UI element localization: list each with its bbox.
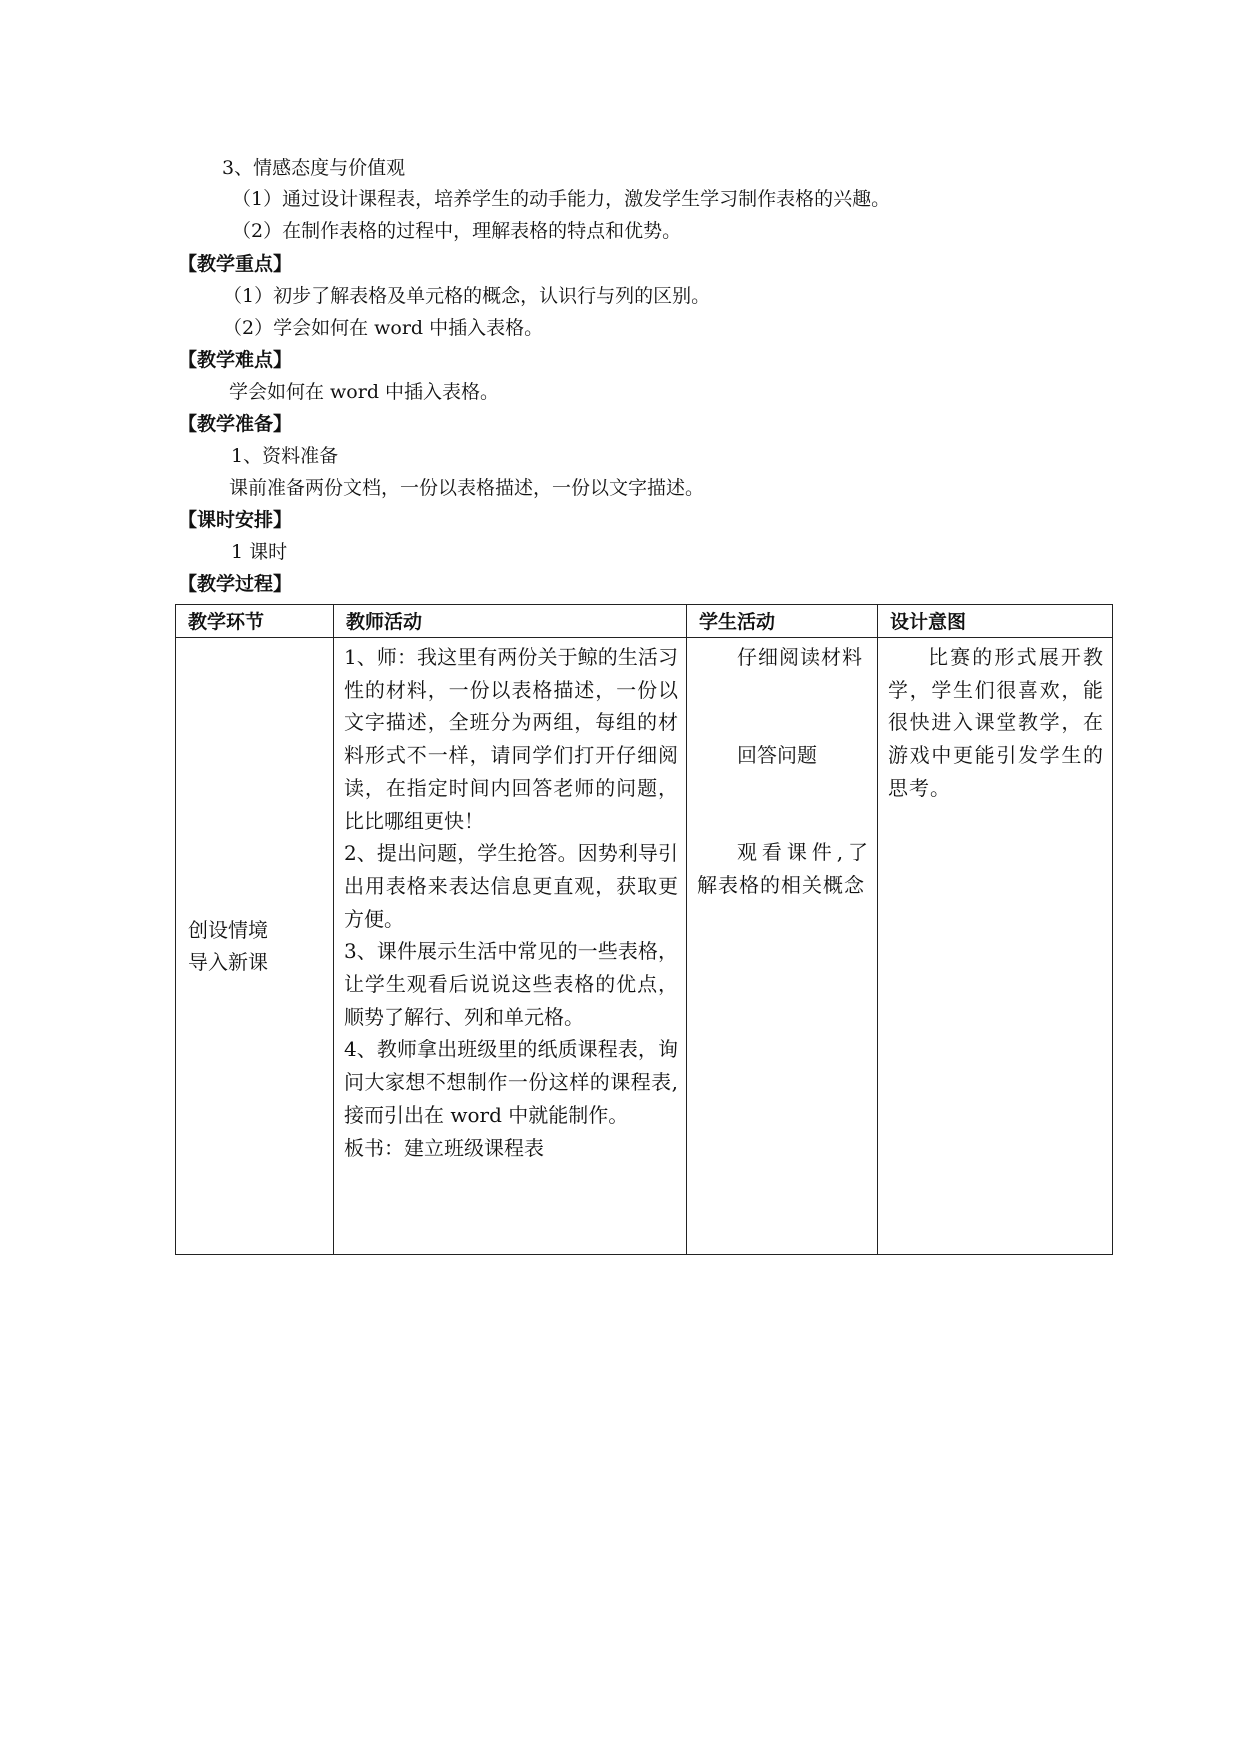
student-activity-3: 观看课件,了解表格的相关概念 <box>697 840 869 898</box>
stage-line-1: 创设情境 <box>188 918 268 942</box>
section-3-item-2: （2）在制作表格的过程中，理解表格的特点和优势。 <box>232 220 682 242</box>
teacher-activity-cell <box>334 638 687 1255</box>
heading-key-points: 【教学重点】 <box>178 253 293 275</box>
student-activity-2: 回答问题 <box>737 742 817 767</box>
section-3-item-1: （1）通过设计课程表，培养学生的动手能力，激发学生学习制作表格的兴趣。 <box>232 188 891 210</box>
key-point-2: （2）学会如何在 word 中插入表格。 <box>223 317 544 339</box>
header-student-activity: 学生活动 <box>687 605 878 638</box>
design-intent-cell <box>878 638 1113 1255</box>
student-activity-cell <box>687 638 878 1255</box>
table-header-row <box>176 605 1113 638</box>
section-3-title: 3、情感态度与价值观 <box>222 157 406 179</box>
header-stage: 教学环节 <box>176 605 334 638</box>
header-teacher-activity: 教师活动 <box>334 605 687 638</box>
teacher-step-2: 2、提出问题，学生抢答。因势利导引出用表格来表达信息更直观，获取更方便。 <box>344 841 678 931</box>
student-activity-1: 仔细阅读材料 <box>737 645 863 669</box>
heading-preparation: 【教学准备】 <box>178 413 293 435</box>
teacher-board-note: 板书：建立班级课程表 <box>344 1135 544 1160</box>
header-design-intent: 设计意图 <box>878 605 1113 638</box>
teacher-step-1: 1、师：我这里有两份关于鲸的生活习性的材料，一份以表格描述，一份以文字描述，全班分为两组，每组的材料形式不一样，请同学们打开仔细阅读，在指定时间内回答老师的问题，比比哪组更快！ <box>344 645 678 833</box>
design-intent-text: 比赛的形式展开教学，学生们很喜欢，能很快进入课堂教学，在游戏中更能引发学生的思考。 <box>888 645 1104 800</box>
teacher-step-4: 4、教师拿出班级里的纸质课程表，询问大家想不想制作一份这样的课程表,接而引出在 word 中就能制作。 <box>344 1037 678 1127</box>
heading-process: 【教学过程】 <box>178 573 293 595</box>
heading-difficulties: 【教学难点】 <box>178 349 293 371</box>
teacher-step-3: 3、课件展示生活中常见的一些表格，让学生观看后说说这些表格的优点，顺势了解行、列和单元格。 <box>344 939 678 1029</box>
key-point-1: （1）初步了解表格及单元格的概念，认识行与列的区别。 <box>223 285 711 307</box>
stage-cell <box>176 638 334 1255</box>
schedule-1: 1 课时 <box>231 541 288 563</box>
heading-schedule: 【课时安排】 <box>178 509 293 531</box>
lesson-process-table <box>175 604 1113 1255</box>
preparation-2: 课前准备两份文档，一份以表格描述，一份以文字描述。 <box>229 477 705 499</box>
preparation-1: 1、资料准备 <box>231 445 339 467</box>
stage-line-2: 导入新课 <box>188 950 268 974</box>
table-row <box>176 638 1113 1255</box>
difficulty-1: 学会如何在 word 中插入表格。 <box>229 381 500 403</box>
